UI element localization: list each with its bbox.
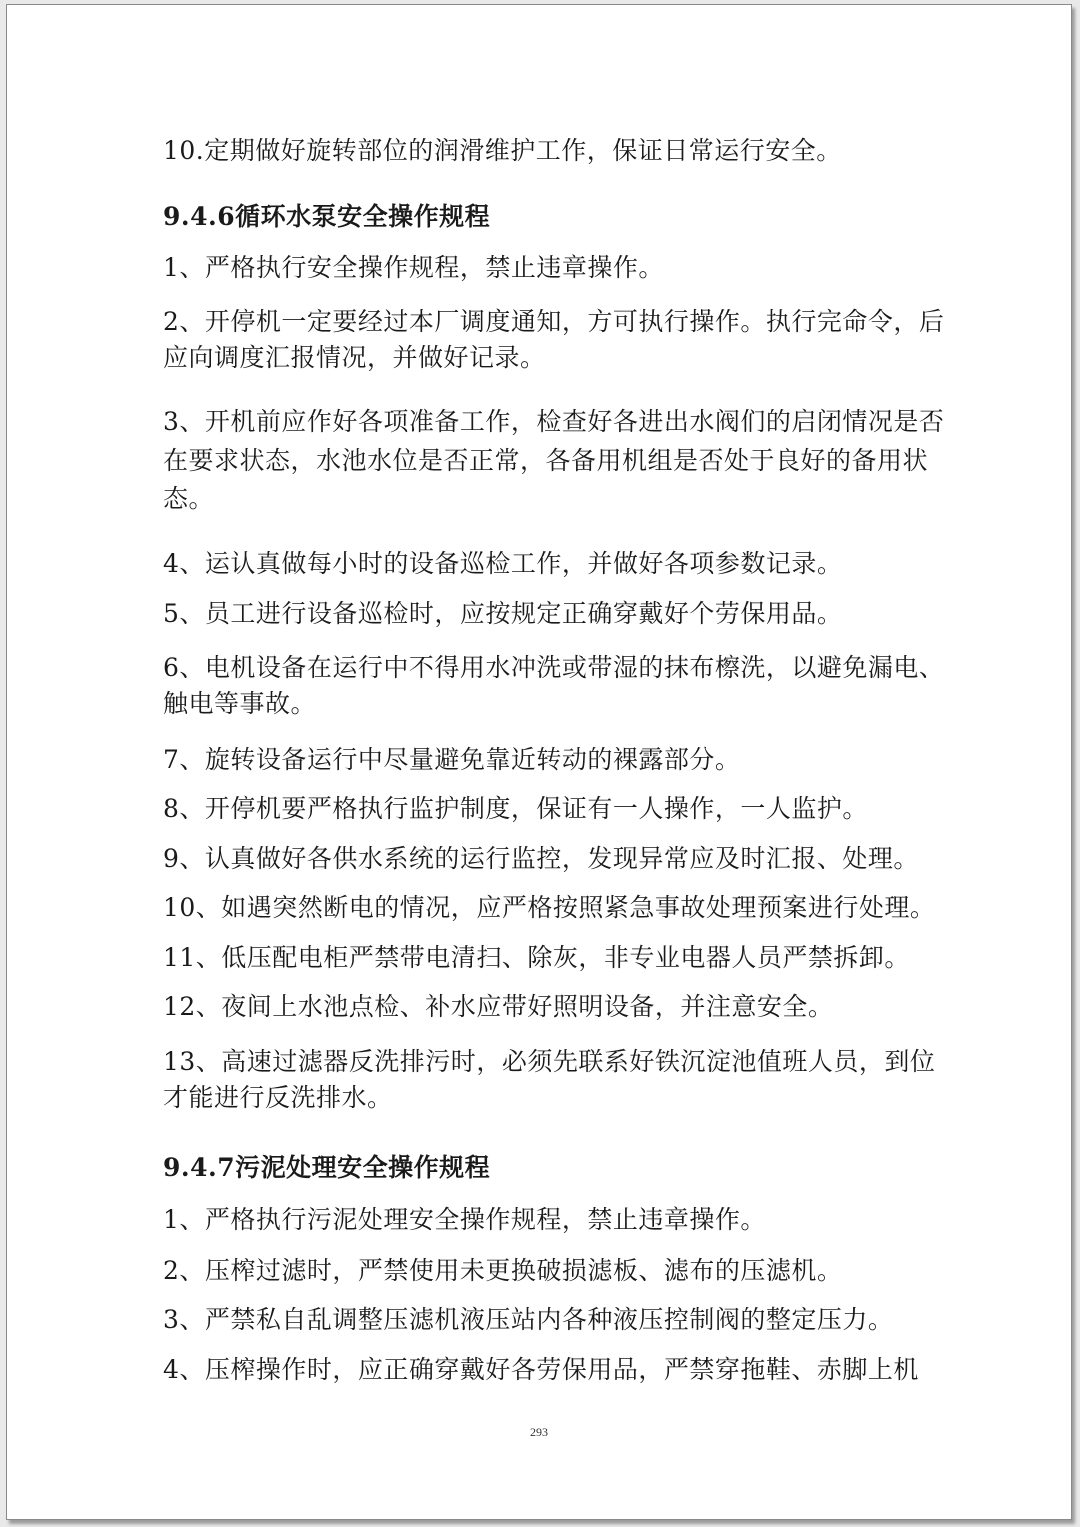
text-line: 3、严禁私自乱调整压滤机液压站内各种液压控制阀的整定压力。 bbox=[163, 1305, 894, 1334]
text-line: 2、压榨过滤时，严禁使用未更换破损滤板、滤布的压滤机。 bbox=[163, 1256, 843, 1285]
text-line: 态。 bbox=[163, 484, 215, 513]
text-line: 1、严格执行污泥处理安全操作规程，禁止违章操作。 bbox=[163, 1205, 766, 1234]
text-line: 10、如遇突然断电的情况，应严格按照紧急事故处理预案进行处理。 bbox=[163, 893, 936, 922]
text-line: 9、认真做好各供水系统的运行监控，发现异常应及时汇报、处理。 bbox=[163, 844, 919, 873]
text-line: 12、夜间上水池点检、补水应带好照明设备，并注意安全。 bbox=[163, 992, 834, 1021]
text-line: 应向调度汇报情况，并做好记录。 bbox=[163, 343, 546, 372]
text-line: 才能进行反洗排水。 bbox=[163, 1083, 393, 1112]
text-line: 2、开停机一定要经过本厂调度通知，方可执行操作。执行完命令，后 bbox=[163, 307, 945, 336]
text-line: 10.定期做好旋转部位的润滑维护工作，保证日常运行安全。 bbox=[163, 136, 842, 165]
text-line: 5、员工进行设备巡检时，应按规定正确穿戴好个劳保用品。 bbox=[163, 599, 843, 628]
text-line: 在要求状态，水池水位是否正常，各备用机组是否处于良好的备用状 bbox=[163, 446, 929, 475]
document-page bbox=[6, 4, 1072, 1520]
text-line: 7、旋转设备运行中尽量避免靠近转动的裸露部分。 bbox=[163, 745, 741, 774]
text-line: 8、开停机要严格执行监护制度，保证有一人操作，一人监护。 bbox=[163, 794, 868, 823]
section-heading: 9.4.6循环水泵安全操作规程 bbox=[163, 202, 491, 231]
text-line: 6、电机设备在运行中不得用水冲洗或带湿的抹布檫洗，以避免漏电、 bbox=[163, 653, 945, 682]
text-line: 13、高速过滤器反洗排污时，必须先联系好铁沉淀池值班人员，到位 bbox=[163, 1047, 936, 1076]
section-heading: 9.4.7污泥处理安全操作规程 bbox=[163, 1153, 491, 1182]
text-line: 4、运认真做每小时的设备巡检工作，并做好各项参数记录。 bbox=[163, 549, 843, 578]
text-line: 1、严格执行安全操作规程，禁止违章操作。 bbox=[163, 253, 664, 282]
text-line: 4、压榨操作时，应正确穿戴好各劳保用品，严禁穿拖鞋、赤脚上机 bbox=[163, 1355, 919, 1384]
text-line: 3、开机前应作好各项准备工作，检查好各进出水阀们的启闭情况是否 bbox=[163, 407, 945, 436]
text-line: 11、低压配电柜严禁带电清扫、除灰，非专业电器人员严禁拆卸。 bbox=[163, 943, 910, 972]
text-line: 触电等事故。 bbox=[163, 689, 317, 718]
page-number: 293 bbox=[530, 1425, 548, 1439]
